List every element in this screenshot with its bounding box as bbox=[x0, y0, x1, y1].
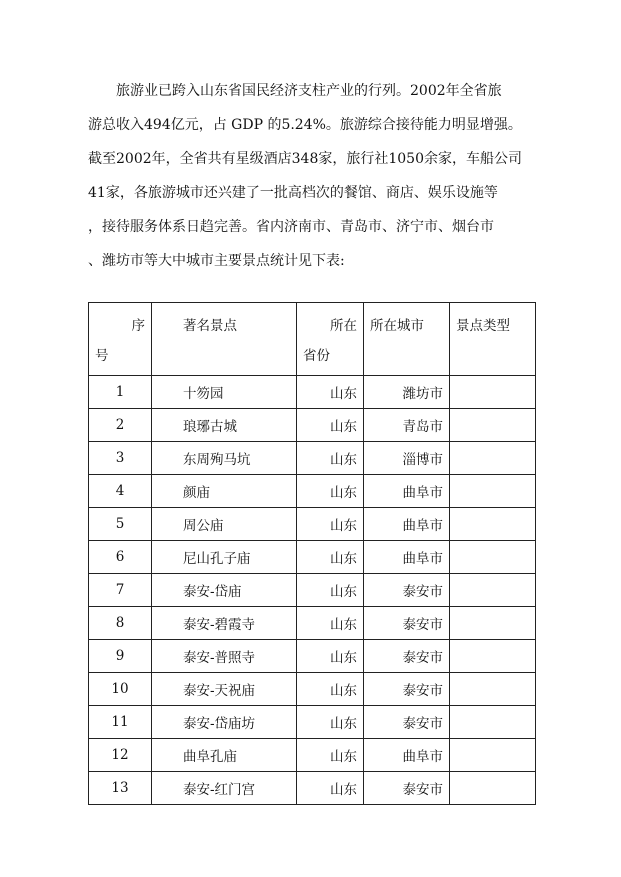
cell-city: 泰安市 bbox=[364, 640, 450, 673]
table-row bbox=[89, 772, 536, 805]
cell-province: 山东 bbox=[297, 739, 364, 772]
cell-serial-number: 4 bbox=[89, 475, 152, 508]
cell-spot-name: 东周殉马坑 bbox=[152, 442, 297, 475]
cell-city: 泰安市 bbox=[364, 607, 450, 640]
cell-city: 曲阜市 bbox=[364, 475, 450, 508]
scenic-spots-table bbox=[88, 302, 536, 805]
intro-line: 旅游业已跨入山东省国民经济支柱产业的行列。2002年全省旅 bbox=[116, 83, 502, 99]
table-row bbox=[89, 574, 536, 607]
cell-city: 潍坊市 bbox=[364, 376, 450, 409]
cell-spot-name: 泰安-岱庙坊 bbox=[152, 706, 297, 739]
cell-province: 山东 bbox=[297, 508, 364, 541]
cell-spot-type bbox=[450, 541, 536, 574]
cell-spot-type bbox=[450, 475, 536, 508]
cell-spot-type bbox=[450, 640, 536, 673]
table-row bbox=[89, 541, 536, 574]
cell-spot-name: 泰安-岱庙 bbox=[152, 574, 297, 607]
header-province bbox=[297, 303, 364, 376]
cell-spot-type bbox=[450, 739, 536, 772]
cell-province: 山东 bbox=[297, 409, 364, 442]
cell-serial-number: 10 bbox=[89, 673, 152, 706]
cell-city: 曲阜市 bbox=[364, 541, 450, 574]
cell-city: 淄博市 bbox=[364, 442, 450, 475]
cell-spot-type bbox=[450, 673, 536, 706]
intro-line: 截至2002年，全省共有星级酒店348家，旅行社1050余家，车船公司 bbox=[88, 151, 522, 167]
cell-city: 曲阜市 bbox=[364, 739, 450, 772]
cell-spot-name: 颜庙 bbox=[152, 475, 297, 508]
cell-serial-number: 12 bbox=[89, 739, 152, 772]
cell-serial-number: 5 bbox=[89, 508, 152, 541]
intro-line: 游总收入494亿元，占 GDP 的5.24%。旅游综合接待能力明显增强。 bbox=[88, 117, 522, 133]
cell-province: 山东 bbox=[297, 673, 364, 706]
cell-spot-name: 十笏园 bbox=[152, 376, 297, 409]
cell-serial-number: 1 bbox=[89, 376, 152, 409]
cell-city: 泰安市 bbox=[364, 673, 450, 706]
cell-province: 山东 bbox=[297, 607, 364, 640]
intro-line: ，接待服务体系日趋完善。省内济南市、青岛市、济宁市、烟台市 bbox=[88, 219, 494, 235]
header-serial-bottom: 号 bbox=[95, 348, 109, 364]
header-city: 所在城市 bbox=[364, 303, 450, 376]
cell-province: 山东 bbox=[297, 475, 364, 508]
table-row bbox=[89, 739, 536, 772]
table-header-row bbox=[89, 303, 536, 376]
table-row bbox=[89, 640, 536, 673]
cell-city: 曲阜市 bbox=[364, 508, 450, 541]
table-row bbox=[89, 673, 536, 706]
cell-province: 山东 bbox=[297, 640, 364, 673]
cell-province: 山东 bbox=[297, 376, 364, 409]
cell-serial-number: 7 bbox=[89, 574, 152, 607]
cell-spot-type bbox=[450, 442, 536, 475]
cell-city: 青岛市 bbox=[364, 409, 450, 442]
cell-spot-name: 泰安-红门宫 bbox=[152, 772, 297, 805]
header-serial-number bbox=[89, 303, 152, 376]
cell-spot-name: 琅琊古城 bbox=[152, 409, 297, 442]
cell-spot-name: 曲阜孔庙 bbox=[152, 739, 297, 772]
cell-serial-number: 6 bbox=[89, 541, 152, 574]
header-province-bottom: 省份 bbox=[303, 348, 330, 364]
cell-province: 山东 bbox=[297, 706, 364, 739]
table-row bbox=[89, 442, 536, 475]
cell-spot-name: 周公庙 bbox=[152, 508, 297, 541]
cell-spot-name: 尼山孔子庙 bbox=[152, 541, 297, 574]
cell-serial-number: 8 bbox=[89, 607, 152, 640]
cell-spot-type bbox=[450, 706, 536, 739]
cell-city: 泰安市 bbox=[364, 574, 450, 607]
header-spot-name: 著名景点 bbox=[152, 303, 297, 376]
cell-serial-number: 11 bbox=[89, 706, 152, 739]
table-row bbox=[89, 475, 536, 508]
intro-line: 41家，各旅游城市还兴建了一批高档次的餐馆、商店、娱乐设施等 bbox=[88, 185, 498, 201]
table-row bbox=[89, 607, 536, 640]
cell-province: 山东 bbox=[297, 574, 364, 607]
cell-spot-type bbox=[450, 772, 536, 805]
cell-spot-type bbox=[450, 409, 536, 442]
cell-city: 泰安市 bbox=[364, 772, 450, 805]
cell-province: 山东 bbox=[297, 442, 364, 475]
cell-serial-number: 9 bbox=[89, 640, 152, 673]
cell-province: 山东 bbox=[297, 541, 364, 574]
cell-province: 山东 bbox=[297, 772, 364, 805]
header-province-top: 所在 bbox=[330, 318, 357, 334]
header-spot-type: 景点类型 bbox=[450, 303, 536, 376]
cell-spot-type bbox=[450, 508, 536, 541]
cell-serial-number: 2 bbox=[89, 409, 152, 442]
cell-serial-number: 13 bbox=[89, 772, 152, 805]
cell-spot-name: 泰安-普照寺 bbox=[152, 640, 297, 673]
cell-spot-name: 泰安-碧霞寺 bbox=[152, 607, 297, 640]
intro-line: 、潍坊市等大中城市主要景点统计见下表: bbox=[88, 253, 345, 269]
cell-spot-name: 泰安-天祝庙 bbox=[152, 673, 297, 706]
table-row bbox=[89, 508, 536, 541]
table-row bbox=[89, 706, 536, 739]
cell-serial-number: 3 bbox=[89, 442, 152, 475]
header-serial-top: 序 bbox=[131, 318, 145, 334]
table-row bbox=[89, 376, 536, 409]
cell-spot-type bbox=[450, 574, 536, 607]
cell-city: 泰安市 bbox=[364, 706, 450, 739]
cell-spot-type bbox=[450, 607, 536, 640]
cell-spot-type bbox=[450, 376, 536, 409]
table-row bbox=[89, 409, 536, 442]
